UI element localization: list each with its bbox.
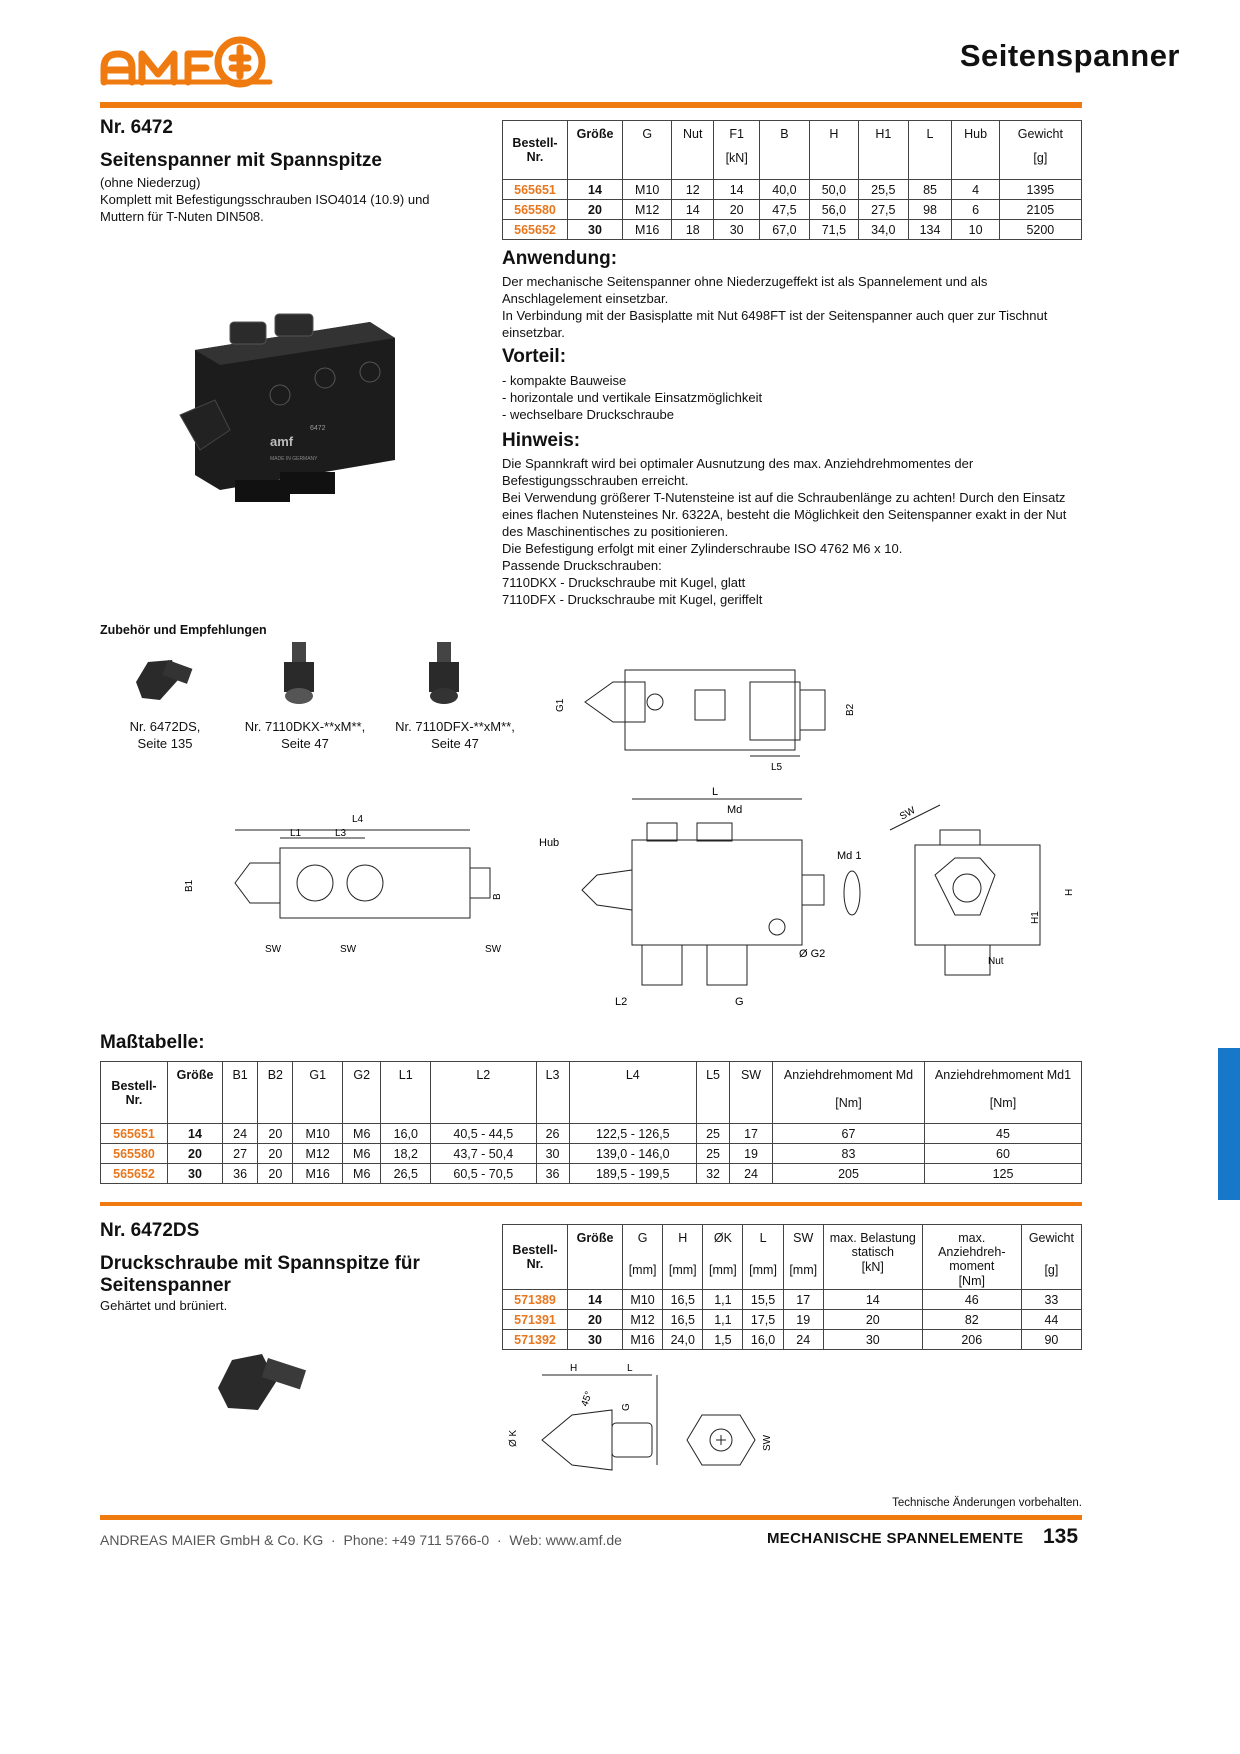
text-cell: 26 — [536, 1124, 569, 1144]
text-cell: 16,5 — [663, 1290, 703, 1310]
text-cell: 56,0 — [809, 200, 858, 220]
text-cell: M6 — [342, 1164, 381, 1184]
text-cell: 27 — [223, 1144, 258, 1164]
text-cell: 7110DFX - Druckschraube mit Kugel, geriffelt — [502, 592, 763, 607]
text-cell: 24 — [223, 1124, 258, 1144]
text-cell: einsetzbar. — [502, 325, 565, 340]
text-cell: L4 — [569, 1062, 696, 1124]
text-cell: 82 — [922, 1310, 1021, 1330]
anwendung-heading: Anwendung: — [502, 248, 618, 269]
drawing-end-view — [870, 800, 1080, 990]
text-cell: 18 — [672, 220, 714, 240]
text-cell: 34,0 — [859, 220, 908, 240]
text-cell: In Verbindung mit der Basisplatte mit Nut 6498FT ist der Seitenspanner auch quer zur Tischnut — [502, 308, 1048, 323]
text-cell: [Nm] — [958, 1274, 985, 1288]
text-cell: M16 — [623, 220, 672, 240]
text-cell: B1 — [184, 879, 195, 892]
text-cell: Hub — [952, 121, 999, 180]
table-row — [503, 1290, 1082, 1310]
text-cell: 189,5 - 199,5 — [569, 1164, 696, 1184]
text-cell: Passende Druckschrauben: — [502, 558, 662, 573]
text-cell: Bestell- Nr. — [111, 1078, 157, 1107]
drawing-section-view — [555, 660, 865, 780]
footer-section: MECHANISCHE SPANNELEMENTE — [767, 1530, 1024, 1547]
text-cell: 30 — [168, 1164, 223, 1184]
text-cell: L2 — [431, 1062, 537, 1124]
table-row — [503, 200, 1082, 220]
text-cell: Seite 47 — [281, 736, 329, 751]
text-cell: [kN] — [861, 1260, 884, 1274]
text-cell: 20 — [568, 1310, 623, 1330]
text-cell: 36 — [223, 1164, 258, 1184]
text-cell: G2 — [342, 1062, 381, 1124]
text-cell: 20 — [823, 1310, 922, 1330]
text-cell: Seite 47 — [431, 736, 479, 751]
text-cell: 122,5 - 126,5 — [569, 1124, 696, 1144]
text-cell: L3 — [335, 828, 347, 839]
text-cell: 4 — [952, 180, 999, 200]
text-cell: 44 — [1021, 1310, 1081, 1330]
text-cell: 67 — [773, 1124, 925, 1144]
text-cell: 5200 — [999, 220, 1081, 240]
amf-logo — [100, 30, 275, 92]
text-cell: 30 — [823, 1330, 922, 1350]
text-cell: 85 — [908, 180, 952, 200]
vorteil-list — [502, 372, 1082, 423]
vorteil-heading: Vorteil: — [502, 346, 567, 367]
text-cell: B2 — [258, 1062, 293, 1124]
text-cell: Nr. 6472DS, — [129, 719, 201, 734]
text-cell: 12 — [672, 180, 714, 200]
text-cell: H1 — [1030, 911, 1041, 924]
table-row — [101, 1124, 1082, 1144]
text-cell: 1395 — [999, 180, 1081, 200]
text-cell: 17,5 — [743, 1310, 783, 1330]
text-cell: Die Spannkraft wird bei optimaler Ausnutzung des max. Anziehdrehmomentes der — [502, 456, 974, 471]
text-cell: M6 — [342, 1144, 381, 1164]
text-cell: 98 — [908, 200, 952, 220]
text-cell: 83 — [773, 1144, 925, 1164]
text-cell: 14 — [168, 1124, 223, 1144]
product-stamp-origin: MADE IN GERMANY — [270, 456, 318, 462]
text-cell: L — [627, 1363, 633, 1374]
product1-table — [502, 120, 1082, 240]
text-cell: L2 — [615, 996, 628, 1008]
accessory-2-image — [280, 640, 320, 710]
text-cell: 571389 — [503, 1290, 568, 1310]
text-cell: [mm] — [789, 1263, 818, 1277]
product1-image — [170, 300, 410, 520]
text-cell: L1 — [381, 1062, 431, 1124]
text-cell: 30 — [714, 220, 760, 240]
text-cell: 14 — [568, 1290, 623, 1310]
svg-text:amf: amf — [270, 434, 294, 449]
text-cell: Der mechanische Seitenspanner ohne Niederzugeffekt ist als Spannelement und als — [502, 274, 988, 289]
text-cell: Größe — [168, 1062, 223, 1124]
text-cell: Anschlagelement einsetzbar. — [502, 291, 669, 306]
accessory-2-label[interactable] — [235, 718, 375, 752]
text-cell: 17 — [783, 1290, 823, 1310]
text-cell: SW — [793, 1231, 814, 1245]
text-cell: max. Belastung statisch — [829, 1231, 916, 1259]
text-cell: 6 — [952, 200, 999, 220]
text-cell: B — [492, 893, 503, 900]
text-cell: [mm] — [628, 1263, 657, 1277]
text-cell: (ohne Niederzug) — [100, 175, 201, 190]
text-cell: [mm] — [709, 1263, 737, 1277]
text-cell: 2105 — [999, 200, 1081, 220]
text-cell: 18,2 — [381, 1144, 431, 1164]
text-cell: 16,5 — [663, 1310, 703, 1330]
text-cell: Ø G2 — [799, 948, 826, 960]
text-cell: 20 — [258, 1124, 293, 1144]
text-cell: SW — [265, 944, 282, 955]
text-cell: 19 — [783, 1310, 823, 1330]
hinweis-heading: Hinweis: — [502, 430, 581, 451]
text-cell: 24 — [730, 1164, 773, 1184]
accessory-1-label[interactable] — [110, 718, 220, 752]
text-cell: SW — [340, 944, 357, 955]
text-cell: L — [759, 1231, 767, 1245]
table-row — [503, 180, 1082, 200]
text-cell: Md — [727, 804, 743, 816]
text-cell: M16 — [293, 1164, 343, 1184]
text-cell: 571391 — [503, 1310, 568, 1330]
text-cell: 60,5 - 70,5 — [431, 1164, 537, 1184]
header-rule — [100, 102, 1082, 108]
text-cell: 14 — [568, 180, 623, 200]
product2-table — [502, 1224, 1082, 1350]
text-cell: 30 — [536, 1144, 569, 1164]
text-cell: M10 — [623, 1290, 663, 1310]
masstabelle-table — [100, 1061, 1082, 1184]
text-cell: SW — [730, 1062, 773, 1124]
footer-rule — [100, 1515, 1082, 1520]
text-cell: 47,5 — [760, 200, 809, 220]
text-cell: [mm] — [668, 1263, 697, 1277]
text-cell: L4 — [352, 814, 364, 825]
text-cell: G — [735, 996, 744, 1008]
text-cell: L3 — [536, 1062, 569, 1124]
text-cell: 90 — [1021, 1330, 1081, 1350]
page-title: Seitenspanner — [959, 38, 1180, 73]
text-cell: 14 — [714, 180, 760, 200]
product2-image — [210, 1340, 320, 1420]
text-cell: Anziehdrehmoment Md1 — [934, 1068, 1072, 1082]
text-cell: G — [623, 121, 672, 180]
text-cell: M10 — [293, 1124, 343, 1144]
anwendung-text — [502, 273, 1082, 341]
text-cell: Ø K — [508, 1429, 519, 1447]
text-cell: 565651 — [503, 180, 568, 200]
text-cell: Seite 135 — [137, 736, 193, 751]
footer-note: Technische Änderungen vorbehalten. — [892, 1497, 1082, 1509]
text-cell: 24,0 — [663, 1330, 703, 1350]
text-cell: [g] — [1044, 1263, 1059, 1277]
masstabelle-heading: Maßtabelle: — [100, 1032, 205, 1053]
product2-number: Nr. 6472DS — [100, 1220, 200, 1241]
text-cell: 71,5 — [809, 220, 858, 240]
text-cell: max. Anziehdreh- moment — [938, 1231, 1006, 1273]
drawing-pressure-screw — [502, 1355, 792, 1485]
text-cell: M6 — [342, 1124, 381, 1144]
text-cell: Größe — [568, 1225, 623, 1290]
accessory-1-image — [128, 650, 198, 710]
text-cell: 45° — [579, 1390, 595, 1409]
text-cell: Nut — [988, 956, 1004, 967]
text-cell: L — [908, 121, 952, 180]
text-cell: 20 — [568, 200, 623, 220]
text-cell: L5 — [697, 1062, 730, 1124]
accessory-3-image — [425, 640, 465, 710]
text-cell: 7110DKX - Druckschraube mit Kugel, glatt — [502, 575, 746, 590]
text-cell: 40,0 — [760, 180, 809, 200]
text-cell: 20 — [258, 1164, 293, 1184]
text-cell: G — [637, 1231, 648, 1245]
text-cell: M10 — [623, 180, 672, 200]
text-cell: Bestell- Nr. — [512, 1243, 558, 1271]
text-cell: B2 — [845, 703, 856, 716]
text-cell: 67,0 — [760, 220, 809, 240]
text-cell: [mm] — [749, 1263, 777, 1277]
text-cell: 27,5 — [859, 200, 908, 220]
text-cell: G — [621, 1403, 632, 1411]
text-cell: Seitenspanner — [100, 1275, 231, 1296]
table-row — [101, 1144, 1082, 1164]
text-cell: 24 — [783, 1330, 823, 1350]
text-cell: 60 — [925, 1144, 1082, 1164]
table-row — [503, 1330, 1082, 1350]
footer-company: ANDREAS MAIER GmbH & Co. KG · Phone: +49 711 5766-0 · Web: www.amf.de — [100, 1532, 622, 1548]
text-cell: [Nm] — [835, 1096, 862, 1110]
text-cell: 565652 — [503, 220, 568, 240]
chapter-tab — [1218, 1048, 1240, 1200]
text-cell: Komplett mit Befestigungsschrauben ISO4014 (10.9) und — [100, 192, 430, 207]
text-cell: 125 — [925, 1164, 1082, 1184]
text-cell: Hub — [539, 837, 560, 849]
text-cell: Nut — [672, 121, 714, 180]
text-cell: 10 — [952, 220, 999, 240]
text-cell: Nr. 7110DKX-**xM**, — [244, 719, 366, 734]
text-cell: 565580 — [503, 200, 568, 220]
text-cell: 19 — [730, 1144, 773, 1164]
text-cell: H1 — [859, 121, 908, 180]
text-cell: 565580 — [101, 1144, 168, 1164]
accessory-3-label[interactable] — [385, 718, 525, 752]
text-cell: [kN] — [725, 151, 748, 165]
text-cell: L5 — [771, 762, 783, 773]
text-cell: 30 — [568, 220, 623, 240]
text-cell: SW — [762, 1434, 773, 1451]
text-cell: 32 — [697, 1164, 730, 1184]
text-cell: 25,5 — [859, 180, 908, 200]
text-cell: G1 — [555, 698, 566, 712]
text-cell: Muttern für T-Nuten DIN508. — [100, 209, 264, 224]
table-row — [101, 1164, 1082, 1184]
text-cell: L — [712, 786, 719, 798]
text-cell: 25 — [697, 1144, 730, 1164]
text-cell: H — [809, 121, 858, 180]
text-cell: 26,5 — [381, 1164, 431, 1184]
text-cell: Die Befestigung erfolgt mit einer Zylinderschraube ISO 4762 M6 x 10. — [502, 541, 903, 556]
text-cell: 40,5 - 44,5 — [431, 1124, 537, 1144]
product2-description: Gehärtet und brüniert. — [100, 1298, 228, 1313]
drawing-front-view — [537, 785, 872, 1010]
page-number: 135 — [1043, 1525, 1079, 1548]
text-cell: SW — [485, 944, 502, 955]
text-cell: eines flachen Nutensteines Nr. 6322A, besteht die Möglichkeit den Seitenspanner exakt in der Nut — [502, 507, 1067, 522]
text-cell: 43,7 - 50,4 — [431, 1144, 537, 1164]
text-cell: M16 — [623, 1330, 663, 1350]
text-cell: 15,5 — [743, 1290, 783, 1310]
text-cell: 50,0 — [809, 180, 858, 200]
text-cell: 139,0 - 146,0 — [569, 1144, 696, 1164]
text-cell: 45 — [925, 1124, 1082, 1144]
text-cell: Anziehdrehmoment Md — [783, 1068, 914, 1082]
text-cell: 1,1 — [703, 1310, 743, 1330]
text-cell: Druckschraube mit Spannspitze für — [100, 1253, 420, 1274]
text-cell: 17 — [730, 1124, 773, 1144]
text-cell: 14 — [672, 200, 714, 220]
text-cell: B1 — [223, 1062, 258, 1124]
hinweis-text — [502, 455, 1082, 608]
text-cell: 134 — [908, 220, 952, 240]
text-cell: 46 — [922, 1290, 1021, 1310]
text-cell: Gewicht — [1017, 127, 1063, 141]
text-cell: [Nm] — [989, 1096, 1017, 1110]
text-cell: [g] — [1033, 151, 1048, 165]
text-cell: 16,0 — [743, 1330, 783, 1350]
text-cell: Größe — [568, 121, 623, 180]
text-cell: M12 — [623, 200, 672, 220]
product-stamp-number: 6472 — [310, 425, 326, 432]
text-cell: 33 — [1021, 1290, 1081, 1310]
text-cell: 25 — [697, 1124, 730, 1144]
text-cell: H — [570, 1363, 578, 1374]
text-cell: SW — [898, 805, 918, 823]
text-cell: des Maschinentisches zu positionieren. — [502, 524, 729, 539]
text-cell: G1 — [293, 1062, 343, 1124]
text-cell: F1 — [729, 127, 744, 141]
text-cell: 20 — [714, 200, 760, 220]
text-cell: 205 — [773, 1164, 925, 1184]
text-cell: H — [678, 1231, 688, 1245]
text-cell: 14 — [823, 1290, 922, 1310]
product2-name — [100, 1253, 420, 1297]
text-cell: 30 — [568, 1330, 623, 1350]
text-cell: L1 — [290, 828, 302, 839]
text-cell: Bei Verwendung größerer T-Nutensteine ist auf die Schraubenlänge zu achten! Durch den Einsatz — [502, 490, 1066, 505]
section-rule — [100, 1202, 1082, 1206]
text-cell: 565652 — [101, 1164, 168, 1184]
text-cell: ØK — [713, 1231, 732, 1245]
text-cell: B — [760, 121, 809, 180]
text-cell: - horizontale und vertikale Einsatzmöglichkeit — [502, 390, 763, 405]
text-cell: 565651 — [101, 1124, 168, 1144]
text-cell: M12 — [293, 1144, 343, 1164]
text-cell: 1,1 — [703, 1290, 743, 1310]
text-cell: M12 — [623, 1310, 663, 1330]
text-cell: H — [1064, 888, 1075, 896]
text-cell: 1,5 — [703, 1330, 743, 1350]
text-cell: 20 — [168, 1144, 223, 1164]
text-cell: 36 — [536, 1164, 569, 1184]
product1-description — [100, 174, 480, 225]
text-cell: 206 — [922, 1330, 1021, 1350]
text-cell: 20 — [258, 1144, 293, 1164]
text-cell: - kompakte Bauweise — [502, 373, 627, 388]
col-bestell: Bestell- Nr. — [512, 136, 558, 164]
product1-name: Seitenspanner mit Spannspitze — [100, 150, 382, 171]
text-cell: - wechselbare Druckschraube — [502, 407, 674, 422]
accessories-title: Zubehör und Empfehlungen — [100, 623, 267, 637]
table-row — [503, 1310, 1082, 1330]
text-cell: 16,0 — [381, 1124, 431, 1144]
text-cell: Gewicht — [1028, 1231, 1074, 1245]
table-row — [503, 220, 1082, 240]
text-cell: Nr. 7110DFX-**xM**, — [395, 719, 515, 734]
text-cell: Md 1 — [837, 850, 862, 862]
text-cell: 571392 — [503, 1330, 568, 1350]
drawing-top-view — [180, 808, 510, 958]
text-cell: Befestigungsschrauben erreicht. — [502, 473, 689, 488]
product1-number: Nr. 6472 — [100, 117, 173, 138]
